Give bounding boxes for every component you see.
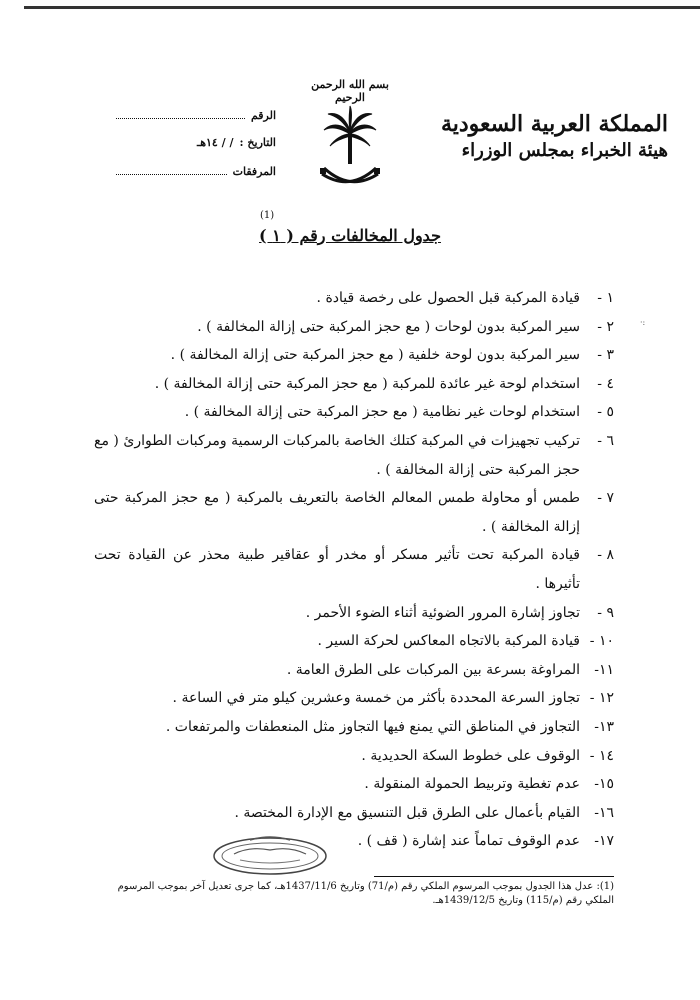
ref-number-row xyxy=(116,108,276,136)
item-text: تركيب تجهيزات في المركبة كتلك الخاصة بالمركبات الرسمية ومركبات الطوارئ ( مع حجز المركبة حتى إزالة المخالفة ) . xyxy=(94,432,580,478)
item-number: ٩ - xyxy=(597,604,614,621)
attachments-label: المرفقات xyxy=(232,165,276,178)
basmala: بسم الله الرحمن الرحيم xyxy=(311,78,389,104)
list-item xyxy=(94,370,614,399)
attachments-row xyxy=(116,164,276,192)
item-number: ١٠ - xyxy=(589,633,614,650)
footnote-reference: (1) xyxy=(260,210,275,221)
item-number: ٤ - xyxy=(597,375,614,392)
list-item xyxy=(94,742,614,771)
authority-name: هيئة الخبراء بمجلس الوزراء xyxy=(461,140,668,161)
list-item xyxy=(94,713,614,742)
item-text: استخدام لوحة غير عائدة للمركبة ( مع حجز المركبة حتى إزالة المخالفة ) . xyxy=(154,375,580,392)
attachments-line xyxy=(116,164,227,175)
saudi-emblem-icon xyxy=(318,104,382,196)
page-title: جدول المخالفات رقم ( ١ ) xyxy=(259,226,441,245)
ref-number-label: الرقم xyxy=(250,109,276,122)
item-number: ٨ - xyxy=(597,547,614,564)
item-number: ١٦- xyxy=(594,804,614,821)
item-text: التجاوز في المناطق التي يمنع فيها التجاوز مثل المنعطفات والمرتفعات . xyxy=(165,718,580,735)
list-item xyxy=(94,427,614,484)
item-text: القيام بأعمال على الطرق قبل التنسيق مع الإدارة المختصة . xyxy=(234,804,580,821)
item-text: سير المركبة بدون لوحة خلفية ( مع حجز المركبة حتى إزالة المخالفة ) . xyxy=(170,347,580,364)
organization-header xyxy=(428,110,668,164)
item-number: ٦ - xyxy=(597,432,614,449)
item-number: ٢ - xyxy=(597,318,614,335)
item-number: ١٣- xyxy=(594,718,614,735)
item-number: ٧ - xyxy=(597,490,614,507)
item-number: ١٧- xyxy=(594,833,614,850)
item-number: ١ - xyxy=(597,290,614,306)
list-item xyxy=(94,313,614,342)
official-seal-icon xyxy=(210,832,330,876)
date-label: التاريخ : xyxy=(239,136,276,149)
item-number: ١٥- xyxy=(594,776,614,793)
item-text: تجاوز السرعة المحددة بأكثر من خمسة وعشرين كيلو متر في الساعة . xyxy=(172,690,580,707)
item-text: طمس أو محاولة طمس المعالم الخاصة بالتعريف بالمركبة ( مع حجز المركبة حتى إزالة المخالفة ) . xyxy=(94,490,580,535)
top-border-line xyxy=(24,6,700,9)
reference-fields xyxy=(116,108,276,192)
list-item xyxy=(94,341,614,370)
item-number: ١٤ - xyxy=(589,747,614,764)
date-row xyxy=(116,136,276,164)
list-item xyxy=(94,684,614,713)
item-text: استخدام لوحات غير نظامية ( مع حجز المركبة حتى إزالة المخالفة ) . xyxy=(184,404,580,421)
list-item xyxy=(94,398,614,427)
date-value: / / ١٤هـ xyxy=(196,136,234,149)
violations-list xyxy=(94,284,614,856)
margin-marks: ·: xyxy=(640,318,646,327)
item-text: تجاوز إشارة المرور الضوئية أثناء الضوء الأحمر . xyxy=(305,604,580,621)
item-text: قيادة المركبة بالاتجاه المعاكس لحركة السير . xyxy=(317,633,580,650)
item-number: ١١- xyxy=(594,661,614,678)
item-text: سير المركبة بدون لوحات ( مع حجز المركبة حتى إزالة المخالفة ) . xyxy=(197,318,580,335)
list-item xyxy=(94,541,614,598)
table-title-block xyxy=(200,210,500,245)
item-number: ٣ - xyxy=(597,347,614,364)
list-item xyxy=(94,656,614,685)
item-number: ١٢ - xyxy=(589,690,614,707)
item-text: عدم تغطية وتربيط الحمولة المنقولة . xyxy=(364,776,580,793)
list-item xyxy=(94,770,614,799)
item-text: الوقوف على خطوط السكة الحديدية . xyxy=(361,747,580,764)
country-name: المملكة العربية السعودية xyxy=(440,111,668,137)
list-item xyxy=(94,827,614,856)
ref-number-line xyxy=(116,108,245,119)
item-text: عدم الوقوف تماماً عند إشارة ( قف ) . xyxy=(357,833,580,850)
footnote-divider xyxy=(374,876,614,877)
list-item xyxy=(94,284,614,313)
item-number: ٥ - xyxy=(597,404,614,421)
list-item xyxy=(94,627,614,656)
list-item xyxy=(94,799,614,828)
item-text: المراوغة بسرعة بين المركبات على الطرق العامة . xyxy=(286,661,580,678)
item-text: قيادة المركبة قبل الحصول على رخصة قيادة . xyxy=(316,290,580,306)
list-item xyxy=(94,599,614,628)
item-text: قيادة المركبة تحت تأثير مسكر أو مخدر أو عقاقير طبية محذر عن القيادة تحت تأثيرها . xyxy=(94,547,580,592)
list-item xyxy=(94,484,614,541)
footnote-text: (1): عدل هذا الجدول بموجب المرسوم الملكي رقم (م/71) وتاريخ 1437/11/6هـ، كما جرى تعديل آخر بموجب المرسوم الملكي رقم (م/115) وتاريخ 1439/12/5هـ. xyxy=(117,881,614,906)
